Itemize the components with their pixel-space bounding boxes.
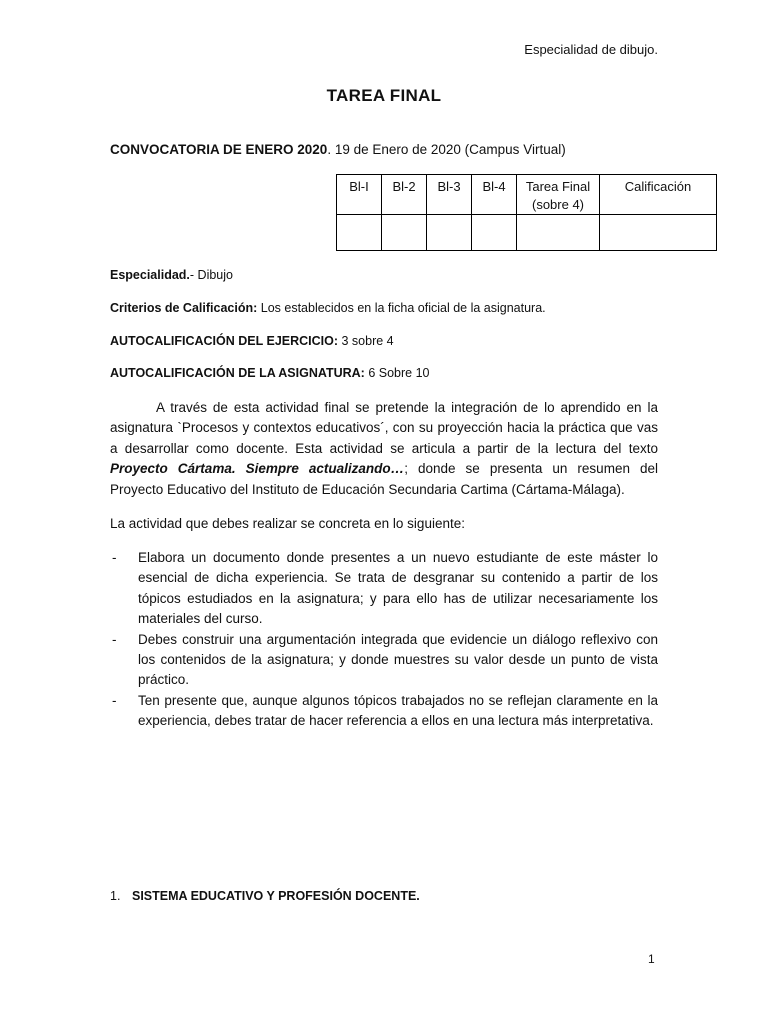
especialidad-line [110,268,233,282]
grades-table [336,174,717,251]
intro-emphasis: Proyecto Cártama. Siempre actualizando… [110,461,405,477]
grades-value-cell[interactable] [517,215,600,251]
list-item [110,691,658,732]
grades-value-cell[interactable] [600,215,717,251]
grades-header-cell: Bl-3 [427,175,472,215]
grades-value-cell[interactable] [427,215,472,251]
intro-paragraph [110,398,658,500]
activity-intro: La actividad que debes realizar se concreta en lo siguiente: [110,516,465,531]
grades-value-cell[interactable] [382,215,427,251]
list-item-text: Elabora un documento donde presentes a un nuevo estudiante de este máster lo esencial de dicha experiencia. Se trata de desgranar su contenido a partir de los tópicos estudiados en la asignatura; y para ello has de utilizar necesariamente los materiales del curso. [138,550,658,627]
dash-bullet-icon: - [112,550,117,565]
grades-header-cell: Bl-2 [382,175,427,215]
dash-bullet-icon: - [112,692,117,708]
convocatoria-label: CONVOCATORIA DE ENERO 2020 [110,142,328,157]
grades-value-row [337,215,717,251]
page-number: 1 [648,952,655,966]
autocalificacion-ejercicio-line [110,334,394,348]
intro-text-part1: A través de esta actividad final se pretende la integración de lo aprendido en la asignatura `Procesos y contextos educativos´, con su proyección hacia la práctica que vas a desarrollar como docente. Esta actividad se articula a partir de la lectura del texto [110,400,658,456]
grades-header-cell: Tarea Final (sobre 4) [517,175,600,215]
grades-header-cell: Bl-I [337,175,382,215]
especialidad-value: - Dibujo [189,268,233,282]
autocalificacion-ejercicio-value: 3 sobre 4 [338,334,394,348]
especialidad-label: Especialidad. [110,268,190,282]
autocalificacion-asignatura-label: AUTOCALIFICACIÓN DE LA ASIGNATURA: [110,366,365,380]
autocalificacion-ejercicio-label: AUTOCALIFICACIÓN DEL EJERCICIO: [110,334,339,348]
convocatoria-line [110,142,566,157]
criterios-line [110,301,546,315]
autocalificacion-asignatura-value: 6 Sobre 10 [364,366,430,380]
grades-header-cell: Bl-4 [472,175,517,215]
grades-value-cell[interactable] [472,215,517,251]
list-item-text: Ten presente que, aunque algunos tópicos trabajados no se reflejan claramente en la experiencia, debes tratar de hacer referencia a ellos en una lectura más interpretativa. [138,692,658,729]
section-title: SISTEMA EDUCATIVO Y PROFESIÓN DOCENTE. [132,889,420,903]
grades-value-cell[interactable] [337,215,382,251]
convocatoria-detail: . 19 de Enero de 2020 (Campus Virtual) [327,142,566,157]
intro-text-part2: ; donde se presenta un resumen del Proyecto Educativo del Instituto de Educación Secundaria Cartima (Cártama-Málaga). [110,461,658,497]
grades-header-row [337,175,717,215]
list-item-text: Debes construir una argumentación integrada que evidencie un diálogo reflexivo con los contenidos de la asignatura; y donde muestres su valor desde un punto de vista práctico. [138,631,658,688]
list-item [110,630,658,691]
autocalificacion-asignatura-line [110,366,430,380]
instructions-list [110,548,658,732]
criterios-label: Criterios de Calificación: [110,301,258,315]
document-title: TAREA FINAL [326,86,442,105]
page-header: Especialidad de dibujo. [524,42,658,57]
list-item [110,548,658,630]
section-number: 1. [110,889,121,903]
criterios-value: Los establecidos en la ficha oficial de la asignatura. [257,301,546,315]
section-heading [110,889,420,903]
dash-bullet-icon: - [112,631,117,647]
grades-header-cell: Calificación [600,175,717,215]
